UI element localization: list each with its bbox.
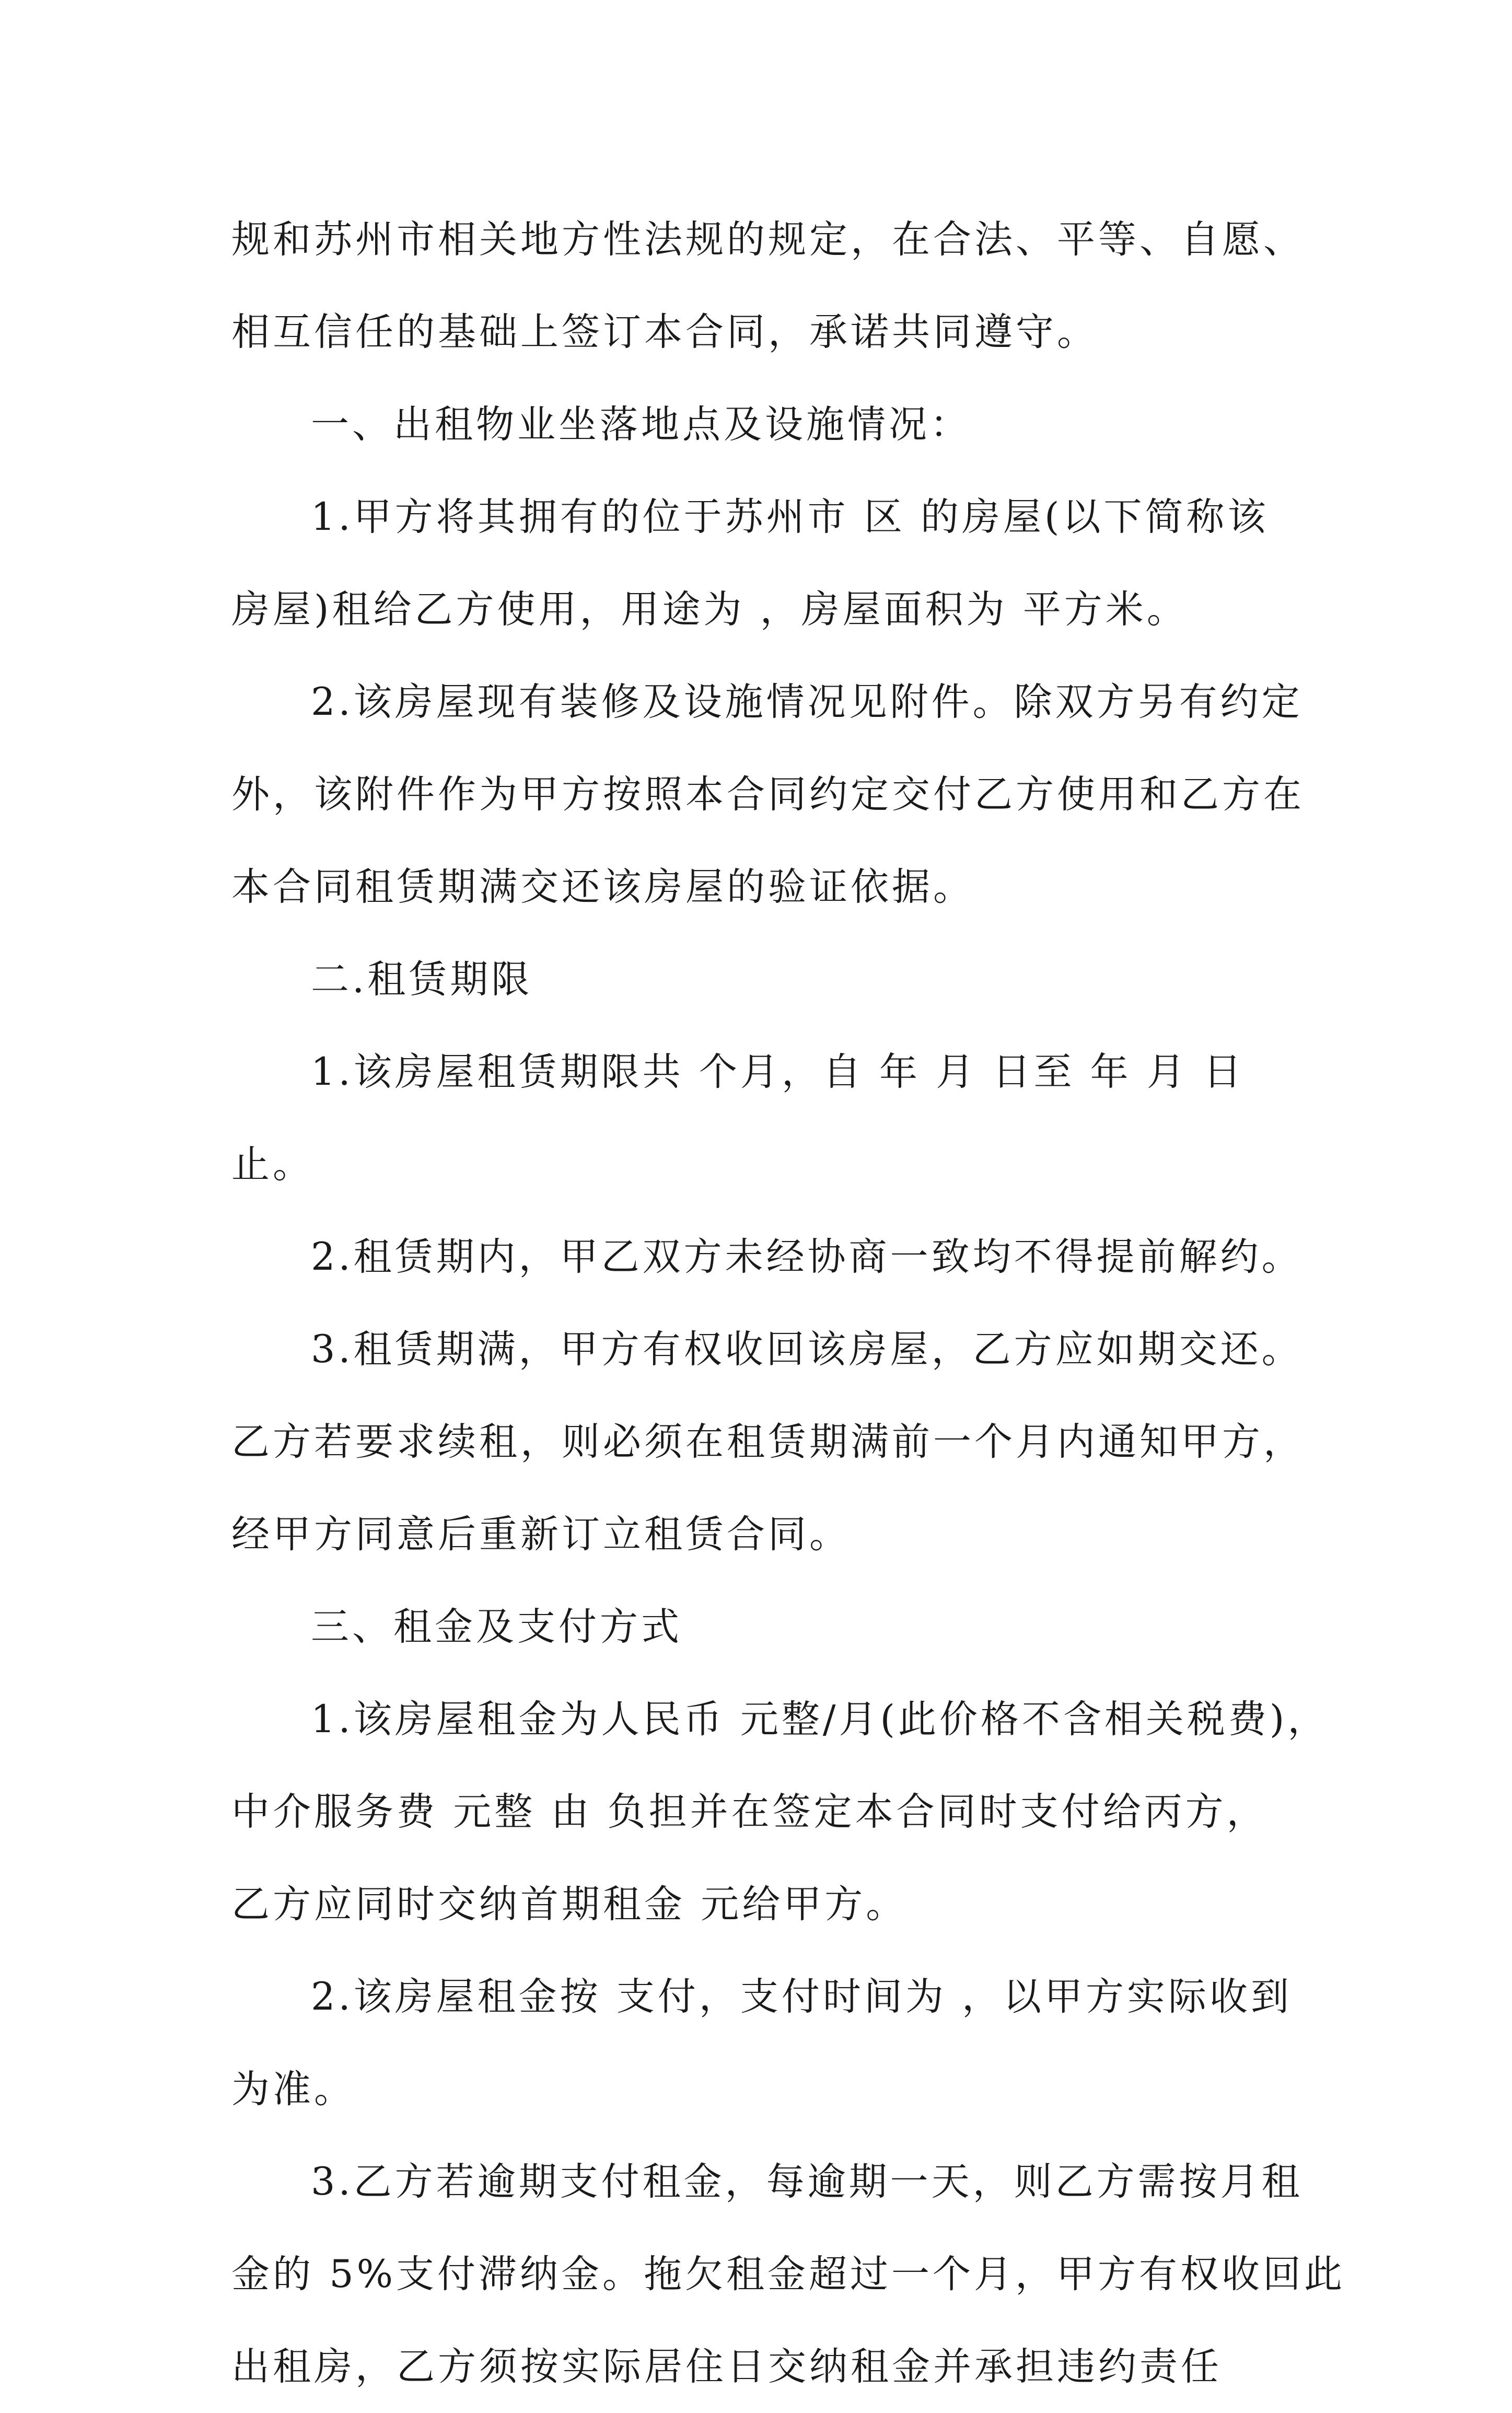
text-line: 止。 [231,1142,314,1187]
text-line: 房屋)租给乙方使用，用途为 ，房屋面积为 平方米。 [231,587,1188,632]
text-line: 乙方若要求续租，则必须在租赁期满前一个月内通知甲方， [231,1420,1305,1464]
contract-body [231,193,1346,2413]
text-line: 1.该房屋租金为人民币 元整/月(此价格不含相关税费)， [311,1697,1329,1742]
text-line: 规和苏州市相关地方性法规的规定，在合法、平等、自愿、 [231,217,1305,262]
text-line: 2.该房屋现有装修及设施情况见附件。除双方另有约定 [311,680,1303,724]
text-line: 为准。 [231,2067,355,2112]
text-line: 1.甲方将其拥有的位于苏州市 区 的房屋(以下简称该 [311,495,1269,539]
text-line: 1.该房屋租赁期限共 个月，自 年 月 日至 年 月 日 [311,1050,1245,1094]
section-heading: 一、出租物业坐落地点及设施情况： [311,402,971,447]
text-line: 2.该房屋租金按 支付，支付时间为 ，以甲方实际收到 [311,1975,1293,2019]
text-line: 3.租赁期满，甲方有权收回该房屋，乙方应如期交还。 [311,1327,1303,1372]
section-heading: 三、租金及支付方式 [311,1605,682,1649]
text-line: 金的 5%支付滞纳金。拖欠租金超过一个月，甲方有权收回此 [231,2252,1346,2296]
text-line: 外，该附件作为甲方按照本合同约定交付乙方使用和乙方在 [231,772,1305,817]
section-heading: 二.租赁期限 [311,957,533,1002]
text-line: 3.乙方若逾期支付租金，每逾期一天，则乙方需按月租 [311,2160,1303,2204]
text-line: 乙方应同时交纳首期租金 元给甲方。 [231,1882,908,1927]
text-line: 相互信任的基础上签订本合同，承诺共同遵守。 [231,310,1098,354]
text-line: 2.租赁期内，甲乙双方未经协商一致均不得提前解约。 [311,1235,1303,1279]
text-line: 本合同租赁期满交还该房屋的验证依据。 [231,865,974,909]
text-line: 经甲方同意后重新订立租赁合同。 [231,1512,851,1557]
text-line: 中介服务费 元整 由 负担并在签定本合同时支付给丙方， [231,1790,1268,1834]
text-line: 出租房，乙方须按实际居住日交纳租金并承担违约责任 [231,2345,1222,2389]
